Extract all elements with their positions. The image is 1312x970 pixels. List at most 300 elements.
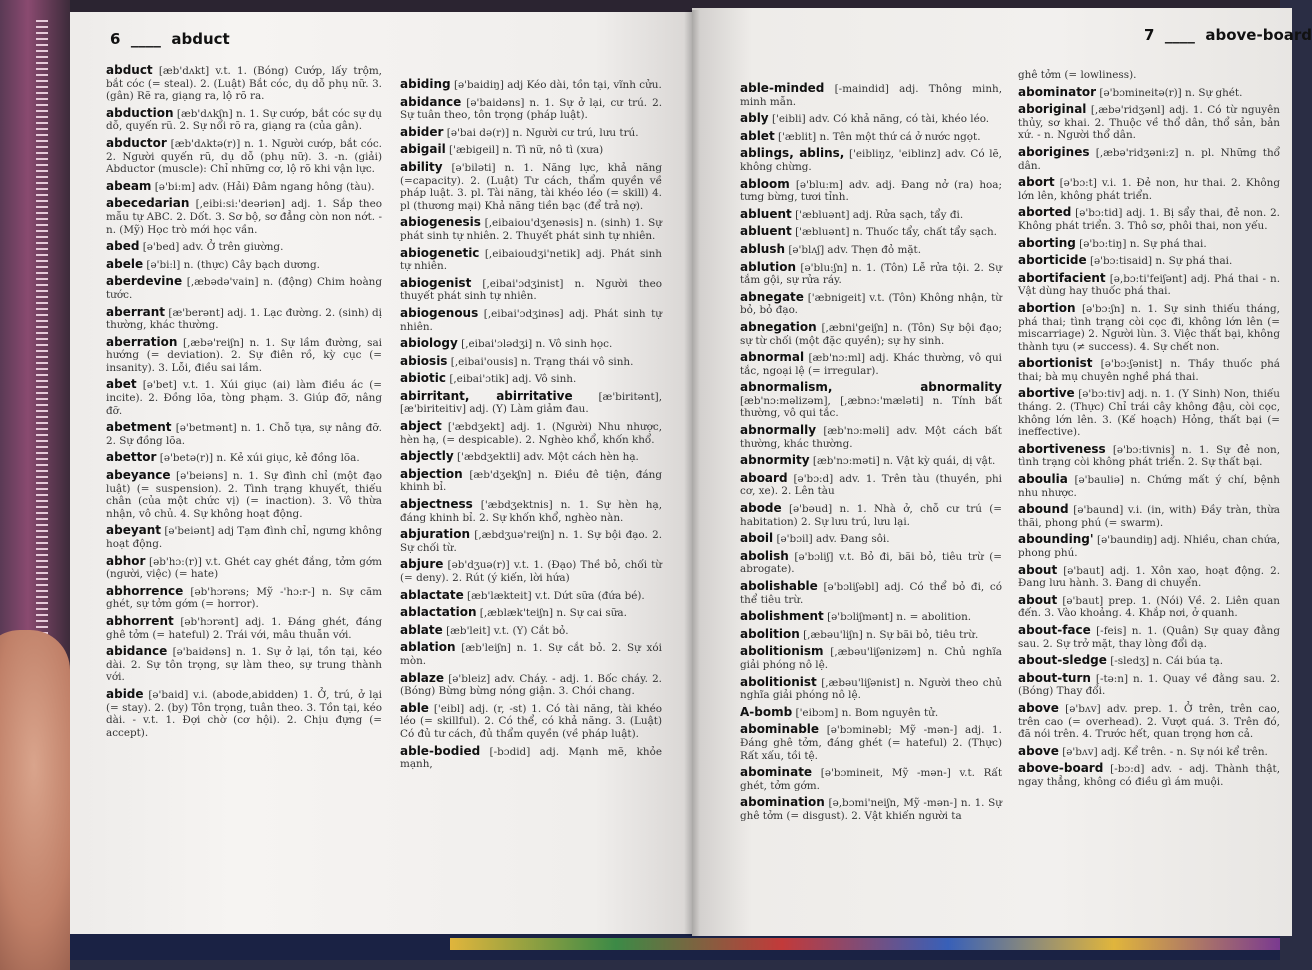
left-column-2 xyxy=(400,78,662,775)
headword: aboulia xyxy=(1018,472,1068,487)
headword: aborigines xyxy=(1018,144,1090,159)
dictionary-entry xyxy=(1018,564,1280,590)
dictionary-entry xyxy=(400,337,662,351)
headword: abjectness xyxy=(400,497,473,512)
dictionary-entry xyxy=(106,451,382,465)
dictionary-entry xyxy=(400,745,662,771)
definition: [æb'leit] v.t. (Y) Cắt bỏ. xyxy=(446,624,569,637)
dictionary-entry xyxy=(106,306,382,332)
headword: aborticide xyxy=(1018,253,1087,268)
dictionary-entry xyxy=(106,240,382,254)
dictionary-entry xyxy=(740,723,1002,762)
definition: [ə'bi:m] adv. (Hải) Đâm ngang hông (tàu). xyxy=(154,180,375,193)
dictionary-entry xyxy=(1018,387,1280,438)
headword: abecedarian xyxy=(106,196,190,211)
headword: abortionist xyxy=(1018,356,1093,371)
headword: abominate xyxy=(740,765,813,780)
right-page xyxy=(692,8,1312,936)
definition: [æb'nɔ:məti] n. Vật kỳ quái, dị vật. xyxy=(812,455,996,468)
headword: ablaze xyxy=(400,670,445,685)
headword: abominable xyxy=(740,722,820,737)
headword: abjure xyxy=(400,557,444,572)
definition: [æb'dʌktə(r)] n. 1. Người cướp, bắt cóc. 2. Người quyến rũ, dụ dỗ (phụ nữ). 3. -n. (giải) Abductor (muscle): Chỉ những cơ, lộ rõ khi vận lực. xyxy=(106,137,382,176)
headword: abiogenous xyxy=(400,305,479,320)
definition: [æb'nɔ:məlizəm], [,æbnɔ:'mæləti] n. Tính bất thường, vô qui tắc. xyxy=(740,394,1002,420)
headword: abirritant, abirritative xyxy=(400,388,573,403)
dictionary-entry xyxy=(400,420,662,446)
dictionary-entry xyxy=(1018,357,1280,383)
headword: about-sledge xyxy=(1018,653,1107,668)
headword: abortiveness xyxy=(1018,441,1106,456)
definition: [,æbni'geiʃn] n. (Tôn) Sự bội đạo; sự từ chối (một đặc quyền); sự hy sinh. xyxy=(740,321,1002,347)
dictionary-entry xyxy=(740,580,1002,606)
headword: ability xyxy=(400,159,443,174)
headword: abloom xyxy=(740,176,790,191)
definition: [ə,bɔmi'neiʃn, Mỹ -mən-] n. 1. Sự ghê tởm (= disgust). 2. Vật khiến người ta xyxy=(740,797,1002,822)
dictionary-entry xyxy=(106,421,382,447)
header-rule: ____ xyxy=(1159,26,1201,44)
headword: abiology xyxy=(400,336,458,351)
definition: [ə,bɔ:ti'feiʃənt] adj. Phá thai - n. Vật dùng hay thuốc phá thai. xyxy=(1018,272,1280,298)
dictionary-entry xyxy=(740,472,1002,498)
dictionary-entry xyxy=(106,107,382,133)
definition: [æb'leiʃn] n. 1. Sự cắt bỏ. 2. Sự xói mòn. xyxy=(400,642,662,667)
dictionary-entry xyxy=(1018,86,1280,100)
definition: [ə'bet] v.t. 1. Xúi giục (ai) làm điều ác (= incite). 2. Đồng lõa, tòng phạm. 3. Giúp đỡ, nâng đỡ. xyxy=(106,379,383,417)
dictionary-entry xyxy=(1018,473,1280,499)
definition: ['æbigeil] n. Tì nữ, nô tì (xưa) xyxy=(449,144,604,157)
definition: [æb'lækteit] v.t. Dứt sữa (đứa bé). xyxy=(467,589,645,602)
headword: ablings, ablins, xyxy=(740,146,845,161)
headword: abomination xyxy=(740,795,825,810)
definition: [ə'bɔ:tisaid] n. Sự phá thai. xyxy=(1089,255,1233,268)
dictionary-entry xyxy=(400,78,662,92)
definition: ['eibli] adv. Có khả năng, có tài, khéo léo. xyxy=(771,113,990,126)
headword: abolish xyxy=(740,548,789,563)
dictionary-entry xyxy=(740,381,1002,420)
definition: [,eibi:si:'deəriən] adj. 1. Sắp theo mẫu tự ABC. 2. Dốt. 3. Sơ bộ, sơ đẳng còn non nớt. -n. (Mỹ) Học trò mới học vần. xyxy=(106,198,382,236)
dictionary-entry xyxy=(1018,146,1280,172)
definition: [,eibai'ousis] n. Trạng thái vô sinh. xyxy=(450,355,634,368)
definition: ['æbluənt] adj. Rửa sạch, tẩy đi. xyxy=(795,208,964,221)
dictionary-entry xyxy=(400,450,662,464)
dictionary-entry xyxy=(740,243,1002,257)
definition: [ə'blu:m] adv. adj. Đang nở (ra) hoa; tưng bừng, tươi tỉnh. xyxy=(740,178,1002,204)
headword: ablution xyxy=(740,259,796,274)
definition: [ə'baidəns] n. 1. Sự ở lại, cư trú. 2. Sự tuân theo, tôn trọng (pháp luật). xyxy=(400,96,662,122)
dictionary-entry xyxy=(106,585,382,611)
dictionary-entry xyxy=(106,555,382,581)
dictionary-entry xyxy=(1018,594,1280,620)
left-page-header xyxy=(110,30,230,48)
definition: ['æbluənt] n. Thuốc tẩy, chất tẩy sạch. xyxy=(795,226,997,239)
headword: abolition xyxy=(740,626,800,641)
definition: [æb'nɔ:ml] adj. Khác thường, vô qui tắc, ngoại lệ (= irregular). xyxy=(740,352,1002,377)
headword: abortive xyxy=(1018,386,1075,401)
headword: ably xyxy=(740,111,769,126)
definition: [ə'bɔ:t] v.i. 1. Đẻ non, hư thai. 2. Không lớn lên, không phát triển. xyxy=(1018,177,1280,202)
definition: [,æbəu'liʃənizəm] n. Chủ nghĩa giải phóng nô lệ. xyxy=(740,646,1002,671)
dictionary-entry xyxy=(740,178,1002,204)
dictionary-entry xyxy=(106,336,382,375)
headword: abortifacient xyxy=(1018,270,1106,285)
page-number: 7 xyxy=(1144,26,1155,44)
headword: abjuration xyxy=(400,527,470,542)
headword: abide xyxy=(106,686,144,701)
headword: abnegate xyxy=(740,289,804,304)
definition: [ə'bɔ:tivnis] n. 1. Sự đẻ non, tình trạng còi không phát triển. 2. Sự thất bại. xyxy=(1018,443,1280,469)
definition: [,eibaiou'dʒenəsis] n. (sinh) 1. Sự phát sinh tự nhiên. 2. Thuyết phát sinh tự nhiên. xyxy=(400,217,662,242)
dictionary-entry xyxy=(400,390,662,416)
definition: ['æbdʒekt] adj. 1. (Người) Nhu nhược, hèn hạ, (= despicable). 2. Nghèo khổ, khốn khổ. xyxy=(400,421,662,446)
dictionary-entry xyxy=(400,606,662,620)
dictionary-entry xyxy=(1018,503,1280,529)
definition: [əb'hɔ:(r)] v.t. Ghét cay ghét đắng, tởm gớm (người, việc) (= hate) xyxy=(106,555,382,581)
headword: abounding' xyxy=(1018,532,1094,547)
dictionary-entry xyxy=(400,624,662,638)
definition: [ə'bauliə] n. Chứng mất ý chí, bệnh nhu nhược. xyxy=(1018,474,1280,499)
headword: abductor xyxy=(106,135,167,150)
dictionary-entry xyxy=(400,528,662,554)
definition: [ə'bɔ:ʃn] n. 1. Sự sinh thiếu tháng, phá thai; tình trạng còi cọc đi, không lớn lên (= miscarriage) 2. Người lùn. 3. Việc thất bại, không thành tựu (≠ success). 4. Sự chết non. xyxy=(1018,302,1280,353)
definition: [,æbə'reiʃn] n. 1. Sự lầm đường, sai hướng (= deviation). 2. Sự điên rồ, kỳ cục (= insanity). 3. Lỗi, điều sai lầm. xyxy=(106,336,382,374)
headword: aberdevine xyxy=(106,274,183,289)
definition: [ə'bɔminəbl; Mỹ -mən-] adj. 1. Đáng ghê tởm, đáng ghét (= hateful) 2. (Thực) Rất xấu, tồi tệ. xyxy=(740,724,1002,762)
dictionary-entry xyxy=(400,126,662,140)
headword: abeyance xyxy=(106,468,171,483)
dictionary-entry xyxy=(106,275,382,301)
dictionary-entry xyxy=(740,796,1002,822)
headword: abhorrence xyxy=(106,583,184,598)
definition: [ə'bəud] n. 1. Nhà ở, chỗ cư trú (= habitation) 2. Sự lưu trú, lưu lại. xyxy=(740,503,1002,528)
headword: abluent xyxy=(740,224,792,239)
headword: abed xyxy=(106,239,140,254)
headword: ablush xyxy=(740,241,786,256)
definition: [,eibai'ɔdʒinəs] adj. Phát sinh tự nhiên. xyxy=(400,307,662,333)
definition: ['æbdʒektli] adv. Một cách hèn hạ. xyxy=(457,451,639,464)
definition: ['eibl] adj. (r, -st) 1. Có tài năng, tài khéo léo (= skillful). 2. Có thể, có khả năng. 3. (Luật) Có đủ tư cách, đủ thẩm quyền (về pháp luật). xyxy=(400,702,662,740)
dictionary-entry xyxy=(106,197,382,236)
dictionary-entry xyxy=(740,676,1002,702)
dictionary-entry xyxy=(740,291,1002,317)
dictionary-entry xyxy=(400,641,662,667)
headword: abidance xyxy=(106,644,168,659)
right-column-2 xyxy=(1018,68,1280,793)
dictionary-entry xyxy=(1018,206,1280,232)
definition: [,æbəu'liʃn] n. Sự bãi bỏ, tiêu trừ. xyxy=(803,628,979,641)
dictionary-entry xyxy=(106,469,382,520)
dictionary-entry xyxy=(1018,672,1280,698)
dictionary-entry xyxy=(106,645,382,684)
headword: above xyxy=(1018,743,1059,758)
headword: abiotic xyxy=(400,371,447,386)
dictionary-entry xyxy=(1018,272,1280,298)
definition: [ə'betə(r)] n. Kẻ xúi giục, kẻ đồng lõa. xyxy=(159,452,360,465)
definition: ['æbnigeit] v.t. (Tôn) Không nhận, từ bỏ, bỏ đạo. xyxy=(740,291,1002,317)
dictionary-entry xyxy=(400,96,662,122)
dictionary-entry xyxy=(740,351,1002,377)
definition: [,æbədə'vain] n. (động) Chim hoàng tước. xyxy=(106,276,382,301)
headword: abigail xyxy=(400,142,446,157)
headword: able-minded xyxy=(740,81,825,95)
definition: [ə'baut] prep. 1. (Nói) Về. 2. Liên quan đến. 3. Vào khoảng. 4. Khắp nơi, ở quanh. xyxy=(1018,594,1280,620)
headword: A-bomb xyxy=(740,704,793,719)
dictionary-entry xyxy=(740,208,1002,222)
definition: [,æbə'ridʒəni:z] n. pl. Những thổ dân. xyxy=(1018,146,1280,172)
definition: [ə'baundiŋ] adj. Nhiều, chan chứa, phong phú. xyxy=(1018,534,1280,559)
definition: [-tə:n] n. 1. Quay về đằng sau. 2. (Bóng) Thay đổi. xyxy=(1018,672,1280,698)
definition: [ə'baut] adj. 1. Xôn xao, hoạt động. 2. Đang lưu hành. 3. Đang di chuyển. xyxy=(1018,564,1280,590)
header-rule: ____ xyxy=(125,30,167,48)
headword: abnegation xyxy=(740,319,817,334)
dictionary-entry xyxy=(1018,176,1280,202)
headword: abhor xyxy=(106,553,146,568)
headword: about xyxy=(1018,562,1058,577)
dictionary-entry xyxy=(400,355,662,369)
definition: [ə'bed] adv. Ở trên giường. xyxy=(142,241,284,254)
headword: aberration xyxy=(106,334,178,349)
definition: [ə'bɔmineitə(r)] n. Sự ghét. xyxy=(1099,86,1243,99)
dictionary-entry xyxy=(400,247,662,273)
dictionary-entry xyxy=(1018,654,1280,668)
dictionary-entry xyxy=(400,307,662,333)
dictionary-entry xyxy=(1018,533,1280,559)
definition: ['eibliŋz, 'eiblinz] adv. Có lẽ, không chừng. xyxy=(740,148,1002,173)
dictionary-entry xyxy=(740,112,1002,126)
dictionary-entry xyxy=(740,706,1002,720)
book-gutter xyxy=(684,10,700,936)
headword: abominator xyxy=(1018,84,1097,99)
right-page-header xyxy=(1144,26,1312,44)
headword: abiogenist xyxy=(400,275,472,290)
headword: ablation xyxy=(400,640,456,655)
dictionary-entry xyxy=(1018,254,1280,268)
definition: [-bɔdid] adj. Mạnh mẽ, khỏe mạnh, xyxy=(400,745,662,771)
definition: [,æbə'ridʒənl] adj. 1. Có từ nguyên thủy, sơ khai. 2. Thuộc về thổ dân, thổ sản, bản xứ. - n. Người thổ dân. xyxy=(1018,104,1280,142)
definition: [-sledʒ] n. Cái búa tạ. xyxy=(1110,655,1224,668)
dictionary-entry xyxy=(400,702,662,741)
definition: [ə'bɔliʃmənt] n. = abolition. xyxy=(827,611,972,624)
headword: abjection xyxy=(400,466,463,481)
definition: ['æblit] n. Tên một thứ cá ở nước ngọt. xyxy=(778,130,981,143)
definition: [æb'nɔ:məli] adv. Một cách bất thường, khác thường. xyxy=(740,425,1002,450)
definition: [,æblæk'teiʃn] n. Sự cai sữa. xyxy=(479,607,627,620)
headword: about-turn xyxy=(1018,670,1091,685)
dictionary-entry xyxy=(740,550,1002,576)
definition: [æ'biritənt], [æ'biriteitiv] adj. (Y) Làm giảm đau. xyxy=(400,390,662,416)
dictionary-entry xyxy=(1018,443,1280,469)
book-cover-strip xyxy=(450,938,1280,950)
headword: abject xyxy=(400,419,442,434)
definition: [ə'baid] v.i. (abode,abidden) 1. Ở, trú, ở lại (= stay). 2. (by) Tôn trọng, tuân theo. 3. Tồn tại, kéo dài. - v.t. 1. Đợi chờ (cơ hội). 2. Chịu đựng (= accept). xyxy=(106,688,382,739)
headword: abortion xyxy=(1018,300,1076,315)
definition: [ə'bɔliʃ] v.t. Bỏ đi, bãi bỏ, tiêu trừ (= abrogate). xyxy=(740,550,1002,576)
definition: [-bɔ:d] adv. - adj. Thành thật, ngay thẳng, không có điều gì ám muội. xyxy=(1018,763,1280,788)
definition: [æb'dʌkt] v.t. 1. (Bóng) Cướp, lấy trộm, bắt cóc (= steal). 2. (Luật) Bắt cóc, dụ dỗ phụ nữ. 3. (gân) Rẽ ra, giạng ra, lộ rõ ra. xyxy=(106,65,382,103)
definition: [ə'bɔ:tiŋ] n. Sự phá thai. xyxy=(1079,237,1207,250)
dictionary-entry xyxy=(740,532,1002,546)
definition: ['æbdʒektnis] n. 1. Sự hèn hạ, đáng khinh bỉ. 2. Sự khốn khổ, nghèo nàn. xyxy=(400,499,663,524)
definition: [ə'blʌʃ] adv. Thẹn đỏ mặt. xyxy=(788,243,922,256)
headword: able xyxy=(400,700,429,715)
definition: [ə'betmənt] n. 1. Chỗ tựa, sự nâng đỡ. 2. Sự đồng lõa. xyxy=(106,422,382,447)
headword: abolishment xyxy=(740,609,824,624)
definition: [əb'hɔrənt] adj. 1. Đáng ghét, đáng ghê tởm (= hateful) 2. Trái với, mâu thuẫn với. xyxy=(106,615,382,641)
dictionary-entry xyxy=(740,130,1002,144)
dictionary-entry xyxy=(106,258,382,272)
definition: ['eibɔm] n. Bom nguyên tử. xyxy=(795,706,939,719)
headword: abidance xyxy=(400,94,462,109)
headword: aboriginal xyxy=(1018,102,1087,117)
definition: [ə'beiənt] adj Tạm đình chỉ, ngưng không hoạt động. xyxy=(106,525,382,550)
definition: [,eibai'ɔlədʒi] n. Vô sinh học. xyxy=(461,338,613,351)
definition: [ə'baidiŋ] adj Kéo dài, tồn tại, vĩnh cửu. xyxy=(453,79,662,91)
headword: abiogenetic xyxy=(400,245,480,260)
dictionary-entry xyxy=(740,628,1002,642)
definition: [,eibai'ɔtik] adj. Vô sinh. xyxy=(449,373,577,386)
dictionary-entry xyxy=(400,143,662,157)
dictionary-entry xyxy=(1018,68,1280,82)
headword: abettor xyxy=(106,450,157,465)
definition: [ə'bɔil] adv. Đang sôi. xyxy=(776,533,890,546)
headword: ablate xyxy=(400,622,443,637)
guide-word: above-board xyxy=(1205,26,1312,44)
definition: [ə'bai də(r)] n. Người cư trú, lưu trú. xyxy=(446,126,639,139)
guide-word: abduct xyxy=(171,30,230,48)
dictionary-entry xyxy=(106,615,382,641)
headword: abolitionist xyxy=(740,674,817,689)
definition: [ə'blu:ʃn] n. 1. (Tôn) Lễ rửa tội. 2. Sự tắm gội, sự rửa ráy. xyxy=(740,261,1002,287)
headword: above xyxy=(1018,700,1059,715)
dictionary-entry xyxy=(106,688,382,739)
dictionary-entry xyxy=(106,378,382,417)
dictionary-entry xyxy=(740,645,1002,671)
headword: abnormalism, abnormality xyxy=(740,380,1002,395)
definition: [ə'bleiz] adv. Cháy. - adj. 1. Bốc cháy. 2. (Bóng) Bừng bừng nóng giận. 3. Chói chang. xyxy=(400,672,662,698)
dictionary-entry xyxy=(740,424,1002,450)
dictionary-entry xyxy=(740,147,1002,173)
definition: [əb'hɔrəns; Mỹ -'hɔ:r-] n. Sự căm ghét, sự tởm gớm (= horror). xyxy=(106,585,382,611)
headword: aborted xyxy=(1018,205,1072,220)
headword: abetment xyxy=(106,420,172,435)
definition: [-feis] n. 1. (Quân) Sự quay đằng sau. 2. Sự trở mặt, thay lòng đổi dạ. xyxy=(1018,624,1281,650)
thumb xyxy=(0,630,70,970)
dictionary-entry xyxy=(740,225,1002,239)
headword: abluent xyxy=(740,206,792,221)
dictionary-entry xyxy=(740,502,1002,528)
headword: abnormal xyxy=(740,350,805,365)
dictionary-entry xyxy=(740,766,1002,792)
dictionary-entry xyxy=(740,261,1002,287)
definition: [ə'bɔ:d] adv. 1. Trên tàu (thuyền, phi cơ, xe). 2. Lên tàu xyxy=(740,472,1002,498)
headword: about-face xyxy=(1018,622,1091,637)
definition: ghê tởm (= lowliness). xyxy=(1018,69,1137,81)
definition: [,æbdʒuə'reiʃn] n. 1. Sự bội đạo. 2. Sự chối từ. xyxy=(400,529,662,554)
dictionary-entry xyxy=(400,672,662,698)
headword: abduction xyxy=(106,105,174,120)
dictionary-entry xyxy=(400,277,662,303)
dictionary-entry xyxy=(106,137,382,176)
right-column-1 xyxy=(740,82,1002,827)
dictionary-entry xyxy=(400,372,662,386)
definition: [,æbəu'liʃənist] n. Người theo chủ nghĩa giải phóng nô lệ. xyxy=(740,676,1002,702)
left-page xyxy=(40,12,692,934)
dictionary-entry xyxy=(400,216,662,242)
dictionary-entry xyxy=(400,558,662,584)
dictionary-entry xyxy=(400,161,662,212)
definition: [-maindid] adj. Thông minh, minh mẫn. xyxy=(740,83,1003,108)
definition: [æb'dʌkʃn] n. 1. Sự cướp, bắt cóc sự dụ dỗ, quyến rũ. 2. Sự nổi rõ ra, giạng ra (của gân). xyxy=(106,107,382,133)
headword: aboil xyxy=(740,531,774,546)
definition: [əb'dʒuə(r)] v.t. 1. (Đạo) Thề bỏ, chối từ (= deny). 2. Rút (ý kiến, lời hứa) xyxy=(400,559,662,584)
headword: abnormity xyxy=(740,453,810,468)
headword: aborting xyxy=(1018,235,1076,250)
dictionary-entry xyxy=(1018,762,1280,788)
headword: abiosis xyxy=(400,353,448,368)
headword: abeyant xyxy=(106,523,162,538)
headword: abolitionism xyxy=(740,644,824,659)
dictionary-entry xyxy=(106,64,382,103)
dictionary-entry xyxy=(1018,624,1280,650)
dictionary-entry xyxy=(740,610,1002,624)
headword: abiding xyxy=(400,77,451,91)
definition: [ə'beiəns] n. 1. Sự đình chỉ (một đạo luật) (= suspension). 2. Tình trạng khuyết, thiếu chân (của một chức vị) (= inaction). 3. Vô thừa nhận, vô chủ. 4. Sự không hoạt động. xyxy=(106,470,382,520)
headword: abhorrent xyxy=(106,613,174,628)
dictionary-entry xyxy=(1018,745,1280,759)
definition: [ə'baund] v.i. (in, with) Đầy tràn, thừa thãi, phong phú (= swarm). xyxy=(1018,504,1280,529)
headword: abele xyxy=(106,256,144,271)
dictionary-entry xyxy=(740,454,1002,468)
headword: ablet xyxy=(740,128,775,143)
definition: [ə'bi:l] n. (thực) Cây bạch dương. xyxy=(146,258,320,271)
definition: [,eibai'ɔdʒinist] n. Người theo thuyết phát sinh tự nhiên. xyxy=(400,277,662,303)
dictionary-entry xyxy=(1018,702,1280,741)
dictionary-entry xyxy=(400,498,662,524)
headword: abjectly xyxy=(400,449,454,464)
page-number: 6 xyxy=(110,30,121,48)
headword: abider xyxy=(400,124,444,139)
definition: [,eibaioudʒi'netik] adj. Phát sinh tự nhiên. xyxy=(400,247,662,273)
dictionary-entry xyxy=(106,524,382,550)
dictionary-entry xyxy=(1018,302,1280,353)
definition: [ə'bɔ:tiv] adj. n. 1. (Y Sinh) Non, thiếu tháng. 2. (Thực) Chỉ trái cây không đậu, còi cọc, không lớn lên. 3. (Kế hoạch) Hỏng, thất bại (= ineffective). xyxy=(1018,388,1280,439)
headword: able-bodied xyxy=(400,743,481,758)
headword: abduct xyxy=(106,63,153,77)
headword: abiogenesis xyxy=(400,215,481,230)
headword: abound xyxy=(1018,502,1069,517)
dictionary-entry xyxy=(106,180,382,194)
definition: [ə'bɔ:tid] adj. 1. Bị sẩy thai, đẻ non. 2. Không phát triển. 3. Thô sơ, phôi thai, non yếu. xyxy=(1018,207,1280,232)
headword: abode xyxy=(740,501,782,516)
headword: above-board xyxy=(1018,761,1104,776)
headword: ablactation xyxy=(400,605,477,620)
definition: [ə'bɔmineit, Mỹ -mən-] v.t. Rất ghét, tởm gớm. xyxy=(740,767,1002,792)
headword: ablactate xyxy=(400,587,464,602)
dictionary-entry xyxy=(1018,237,1280,251)
definition: [æb'dʒekʃn] n. Điều đê tiện, đáng khinh bỉ. xyxy=(400,468,662,494)
dictionary-entry xyxy=(740,82,1002,108)
headword: abeam xyxy=(106,178,152,193)
dictionary-entry xyxy=(740,321,1002,347)
definition: [ə'biləti] n. 1. Năng lực, khả năng (=capacity). 2. (Luật) Tư cách, thẩm quyền về pháp luật. 3. pl. Tài năng, tài khéo léo (= skill) 4. pl (thương mại) Khả năng tiền bạc (để trả nợ). xyxy=(400,161,663,212)
headword: abolishable xyxy=(740,579,818,593)
definition: [æ'berənt] adj. 1. Lạc đường. 2. (sinh) dị thường, khác thường. xyxy=(106,306,382,332)
headword: about xyxy=(1018,592,1058,607)
left-column-1 xyxy=(106,64,382,743)
headword: abet xyxy=(106,377,137,392)
dictionary-entry xyxy=(1018,103,1280,142)
headword: aberrant xyxy=(106,304,166,319)
